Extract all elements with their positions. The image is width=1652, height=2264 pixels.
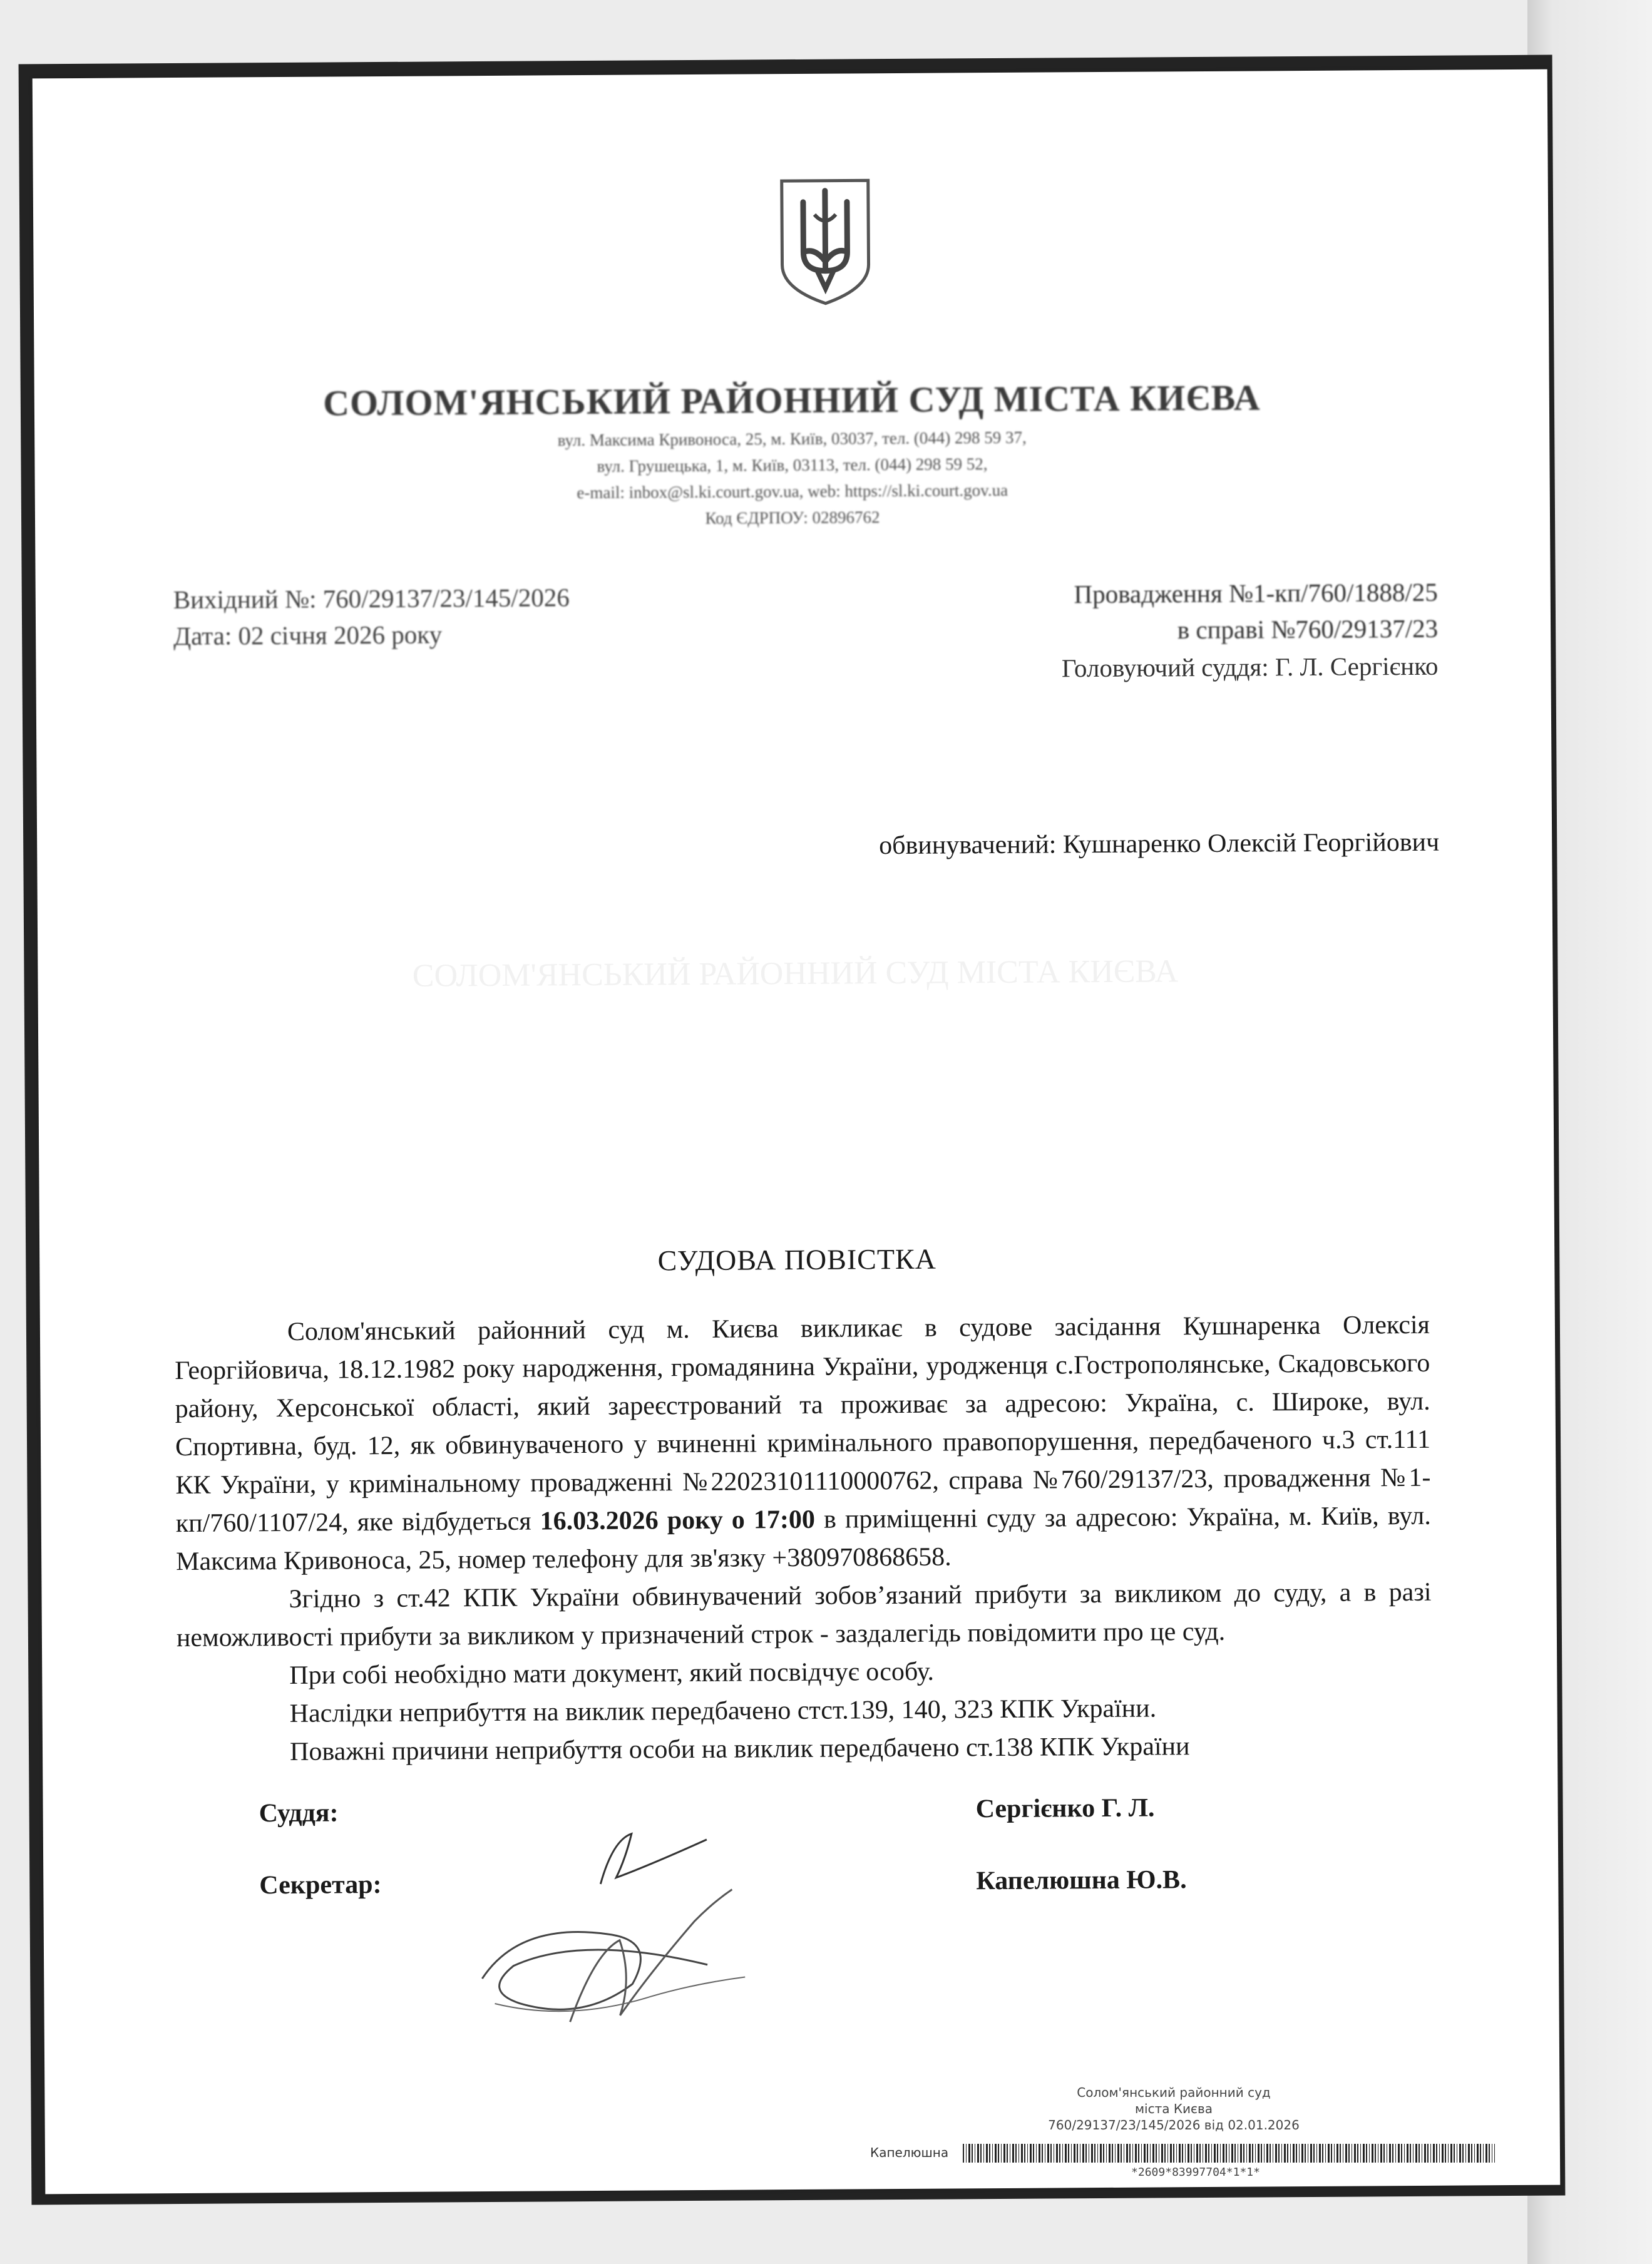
stamp-city: міста Києва [1134, 2101, 1213, 2116]
court-email-web: e-mail: inbox@sl.ki.court.gov.ua, web: https://sl.ki.court.gov.ua [577, 480, 1008, 503]
handwritten-signature-icon [444, 1814, 833, 2042]
outgoing-date: Дата: 02 січня 2026 року [173, 620, 443, 651]
presiding-judge: Головуючий суддя: Г. Л. Сергієнко [1061, 651, 1439, 683]
barcode-label: Капелюшна [870, 2145, 949, 2160]
judge-signature-row [259, 1791, 1385, 1828]
judge-name: Сергієнко Г. Л. [975, 1793, 1155, 1824]
barcode-number: *2609*83997704*1*1* [1131, 2166, 1260, 2179]
trident-emblem-icon [778, 177, 873, 307]
summons-page [33, 69, 1561, 2195]
barcode-icon [963, 2144, 1495, 2163]
proceeding-number: Провадження №1-кп/760/1888/25 [1074, 577, 1438, 609]
court-name: СОЛОМ'ЯНСЬКИЙ РАЙОННИЙ СУД МІСТА КИЄВА [322, 377, 1261, 424]
registration-stamp [851, 2084, 1496, 2133]
secretary-name: Капелюшна Ю.В. [976, 1865, 1187, 1896]
court-address-1: вул. Максима Кривоноса, 25, м. Київ, 03037, тел. (044) 298 59 37, [557, 428, 1027, 450]
paragraph-summons: Солом'янський районний суд м. Києва викликає в судове засідання Кушнаренка Олексія Георгійовича, 18.12.1982 року народження, громадянина України, уродженця с.Гострополянське, Скадовського району, Херсонської області, який зареєстрований та проживає за адресою: Україна, с. Широке, вул. Спортивна, буд. 12, як обвинуваченого у вчиненні кримінального правопорушення, передбаченого ч.3 ст.111 КК України, у кримінальному провадженні №22023101110000762, справа №760/29137/23, провадження №1-кп/760/1107/24, яке відбудеться 16.03.2026 року о 17:00 в приміщенні суду за адресою: Україна, м. Київ, вул. Максима Кривоноса, 25, номер телефону для зв'язку +380970868658. [175, 1310, 1431, 1577]
judge-role-label: Суддя: [259, 1798, 339, 1828]
outgoing-number: Вихідний №: 760/29137/23/145/2026 [173, 583, 570, 615]
bleed-through-text: СОЛОМ'ЯНСЬКИЙ РАЙОННИЙ СУД МІСТА КИЄВА [412, 953, 1179, 994]
stamp-court: Солом'янський районний суд [1077, 2085, 1271, 2100]
stamp-reference: 760/29137/23/145/2026 від 02.01.2026 [1048, 2118, 1300, 2133]
case-number: в справі №760/29137/23 [1177, 613, 1439, 645]
document-title: СУДОВА ПОВІСТКА [657, 1242, 937, 1277]
hearing-datetime: 16.03.2026 року о 17:00 [540, 1505, 816, 1536]
paragraph-obligation: Згідно з ст.42 КПК України обвинувачений зобов’язаний прибути за викликом до суду, а в разі неможливості прибути за викликом у призначений строк - заздалегідь повідомити про це суд. [176, 1577, 1432, 1653]
court-edrpou: Код ЄДРПОУ: 02896762 [705, 508, 880, 528]
secretary-role-label: Секретар: [259, 1870, 382, 1900]
accused-line: обвинувачений: Кушнаренко Олексій Георгійович [878, 827, 1440, 861]
paragraph-consequences: Наслідки неприбуття на виклик передбачено стст.139, 140, 323 КПК України. [289, 1694, 1157, 1728]
paragraph-id-document: При собі необхідно мати документ, який посвідчує особу. [289, 1657, 935, 1690]
court-address-2: вул. Грушецька, 1, м. Київ, 03113, тел. (044) 298 59 52, [597, 454, 988, 476]
signers-block [259, 1791, 1385, 1900]
paragraph-valid-reasons: Поважні причини неприбуття особи на виклик передбачено ст.138 КПК України [289, 1732, 1190, 1766]
summons-body [175, 1306, 1432, 1772]
